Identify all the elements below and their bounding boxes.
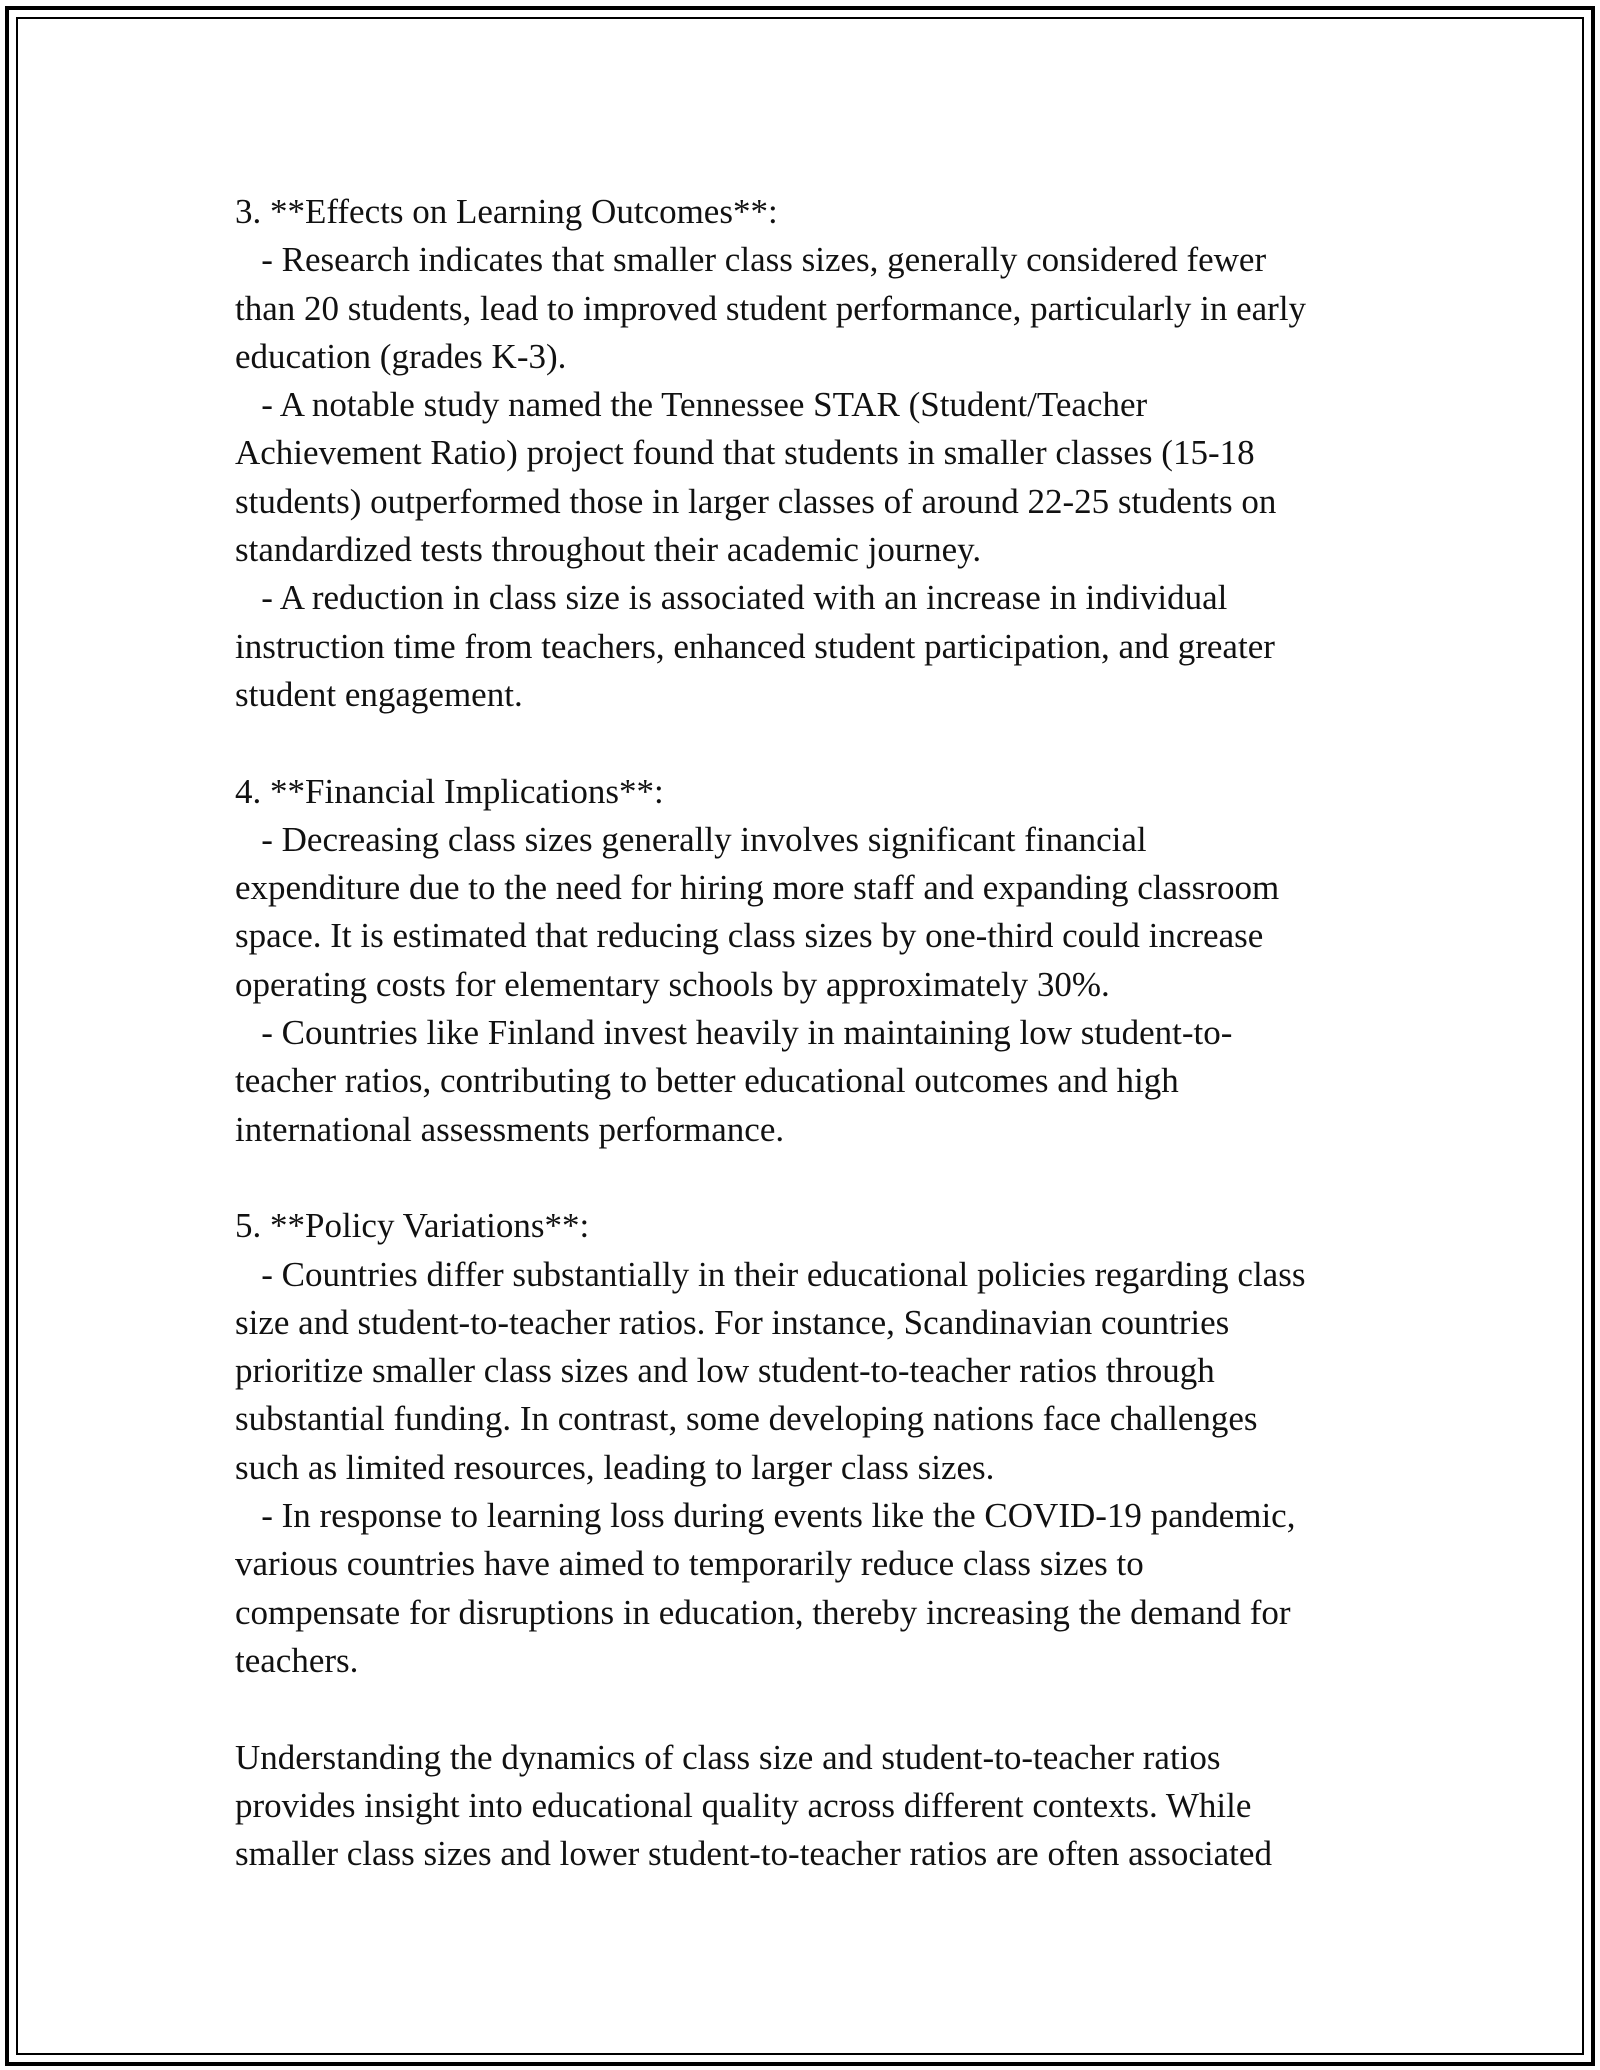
text-line: - In response to learning loss during events like the COVID-19 pandemic, [235,1496,1296,1536]
text-line: student engagement. [235,674,523,714]
text-line: teachers. [235,1640,359,1680]
text-line: prioritize smaller class sizes and low student-to-teacher ratios through [235,1351,1215,1391]
section-heading: 5. **Policy Variations**: [235,1206,590,1246]
text-line: - Countries differ substantially in their educational policies regarding class [235,1254,1306,1294]
text-line: size and student-to-teacher ratios. For instance, Scandinavian countries [235,1302,1230,1342]
text-line: international assessments performance. [235,1109,785,1149]
text-line: - Decreasing class sizes generally involves significant financial [235,819,1147,859]
text-line: expenditure due to the need for hiring more staff and expanding classroom [235,868,1280,908]
text-line: - Countries like Finland invest heavily in maintaining low student-to- [235,1013,1233,1053]
section-policy-variations [235,1202,1395,1685]
text-line: than 20 students, lead to improved student performance, particularly in early [235,288,1307,328]
text-line: teacher ratios, contributing to better educational outcomes and high [235,1061,1179,1101]
text-line: - A notable study named the Tennessee STAR (Student/Teacher [235,385,1148,425]
section-effects-on-learning-outcomes [235,188,1395,719]
text-line: operating costs for elementary schools by approximately 30%. [235,964,1110,1004]
text-line: Understanding the dynamics of class size and student-to-teacher ratios [235,1737,1221,1777]
text-line: education (grades K-3). [235,336,567,376]
text-line: - A reduction in class size is associated with an increase in individual [235,578,1228,618]
text-line: - Research indicates that smaller class sizes, generally considered fewer [235,240,1267,280]
paragraph-spacer [235,1685,1395,1733]
text-line: compensate for disruptions in education, thereby increasing the demand for [235,1592,1291,1632]
text-line: substantial funding. In contrast, some developing nations face challenges [235,1399,1258,1439]
section-financial-implications [235,768,1395,1154]
document-body [235,188,1395,1878]
paragraph-spacer [235,719,1395,767]
text-line: smaller class sizes and lower student-to-teacher ratios are often associated [235,1834,1272,1874]
text-line: space. It is estimated that reducing class sizes by one-third could increase [235,916,1264,956]
text-line: Achievement Ratio) project found that students in smaller classes (15-18 [235,433,1255,473]
text-line: various countries have aimed to temporarily reduce class sizes to [235,1544,1144,1584]
section-conclusion [235,1734,1395,1879]
section-heading: 4. **Financial Implications**: [235,771,664,811]
text-line: students) outperformed those in larger classes of around 22-25 students on [235,481,1277,521]
text-line: standardized tests throughout their academic journey. [235,530,982,570]
section-heading: 3. **Effects on Learning Outcomes**: [235,192,778,231]
text-line: instruction time from teachers, enhanced student participation, and greater [235,626,1275,666]
text-line: such as limited resources, leading to larger class sizes. [235,1447,995,1487]
text-line: provides insight into educational quality across different contexts. While [235,1785,1252,1825]
paragraph-spacer [235,1154,1395,1202]
